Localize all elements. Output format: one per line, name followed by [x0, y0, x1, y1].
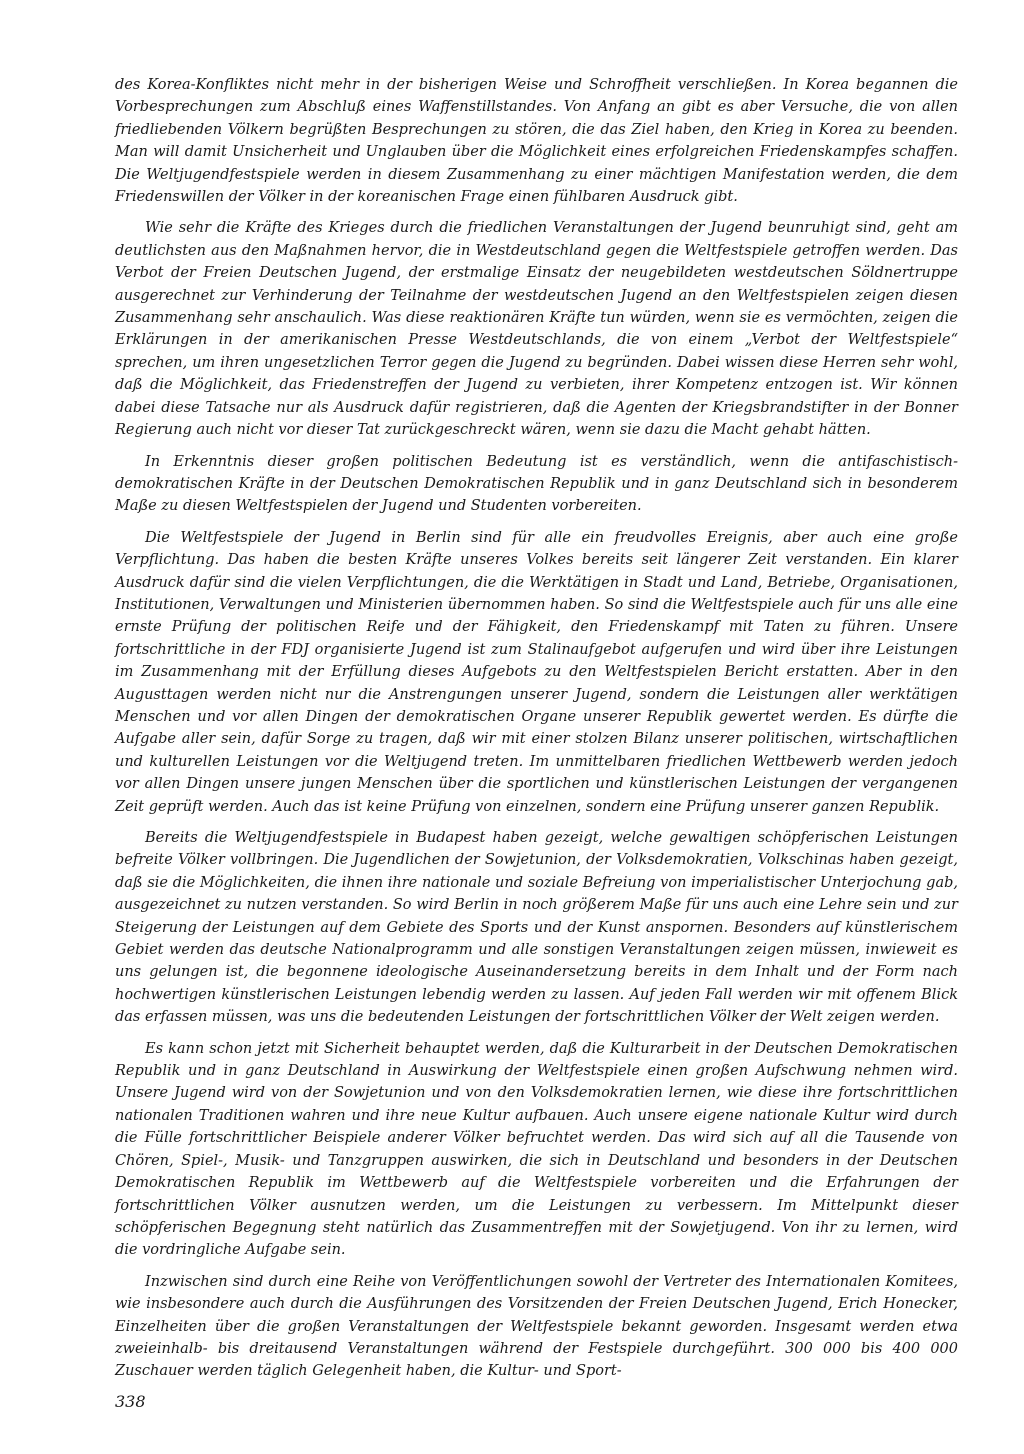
paragraph-budapest: Bereits die Weltjugendfestspiele in Budapest haben gezeigt, welche gewaltigen schöpferischen Leistungen befreite Völker vollbringen. Die Jugendlichen der Sowjetunion, der Volksdemokratien, Volkschinas haben gezeigt, daß sie die Möglichkeiten, die ihnen ihre nationale und soziale Befreiung von imperialistischer Unterjochung gab, ausgezeichnet zu nutzen verstanden. So wird Berlin in noch größerem Maße für uns auch eine Lehre sein und zur Steigerung der Leistungen auf dem Gebiete des Sports und der Kunst anspornen. Besonders auf künstlerischem Gebiet werden das deutsche Nationalprogramm und alle sonstigen Veranstaltungen zeigen müssen, inwieweit es uns gelungen ist, die begonnene ideologische Auseinandersetzung bereits in dem Inhalt und der Form nach hochwertigen künstlerischen Leistungen lebendig werden zu lassen. Auf jeden Fall werden wir mit offenem Blick das erfassen müssen, was uns die bedeutenden Leistungen der fortschrittlichen Völker der Welt zeigen werden. [115, 830, 958, 1026]
paragraph-kraefte-des-krieges: Wie sehr die Kräfte des Krieges durch die friedlichen Veranstaltungen der Jugend beunruhigt sind, geht am deutlichsten aus den Maßnahmen hervor, die in Westdeutschland gegen die Weltfestspiele getroffen werden. Das Verbot der Freien Deutschen Jugend, der erstmalige Einsatz der neugebildeten westdeutschen Söldnertruppe ausgerechnet zur Verhinderung der Teilnahme der westdeutschen Jugend an den Weltfestspielen zeigen diesen Zusammenhang sehr anschaulich. Was diese reaktionären Kräfte tun würden, wenn sie es vermöchten, zeigen die Erklärungen in der amerikanischen Presse Westdeutschlands, die von einem „Verbot der Weltfestspiele“ sprechen, um ihren ungesetzlichen Terror gegen die Jugend zu begründen. Dabei wissen diese Herren sehr wohl, daß die Möglichkeit, das Friedenstreffen der Jugend zu verbieten, ihrer Kompetenz entzogen ist. Wir können dabei diese Tatsache nur als Ausdruck dafür registrieren, daß die Agenten der Kriegsbrandstifter in der Bonner Regierung auch nicht vor dieser Tat zurückgeschreckt wären, wenn sie dazu die Macht gehabt hätten. [115, 220, 958, 439]
paragraph-korea: des Korea-Konfliktes nicht mehr in der bisherigen Weise und Schroffheit verschließen. In Korea begannen die Vorbesprechungen zum Abschluß eines Waffenstillstandes. Von Anfang an gibt es aber Versuche, die von allen friedliebenden Völkern begrüßten Besprechungen zu stören, die das Ziel haben, den Krieg in Korea zu beenden. Man will damit Unsicherheit und Unglauben über die Möglichkeit eines erfolgreichen Friedenskampfes schaffen. Die Weltjugendfestspiele werden in diesem Zusammenhang zu einer mächtigen Manifestation werden, die dem Friedenswillen der Völker in der koreanischen Frage einen fühlbaren Ausdruck gibt. [115, 77, 958, 206]
paragraph-erkenntnis: In Erkenntnis dieser großen politischen Bedeutung ist es verständlich, wenn die antifaschistisch-demokratischen Kräfte in der Deutschen Demokratischen Republik und in ganz Deutschland sich in besonderem Maße zu diesen Weltfestspielen der Jugend und Studenten vorbereiten. [115, 453, 958, 515]
paragraph-weltfestspiele-berlin: Die Weltfestspiele der Jugend in Berlin sind für alle ein freudvolles Ereignis, aber auch eine große Verpflichtung. Das haben die besten Kräfte unseres Volkes bereits seit längerer Zeit verstanden. Ein klarer Ausdruck dafür sind die vielen Verpflichtungen, die die Werktätigen in Stadt und Land, Betriebe, Organisationen, Institutionen, Verwaltungen und Ministerien übernommen haben. So sind die Weltfestspiele auch für uns alle eine ernste Prüfung der politischen Reife und der Fähigkeit, den Friedenskampf mit Taten zu führen. Unsere fortschrittliche in der FDJ organisierte Jugend ist zum Stalinaufgebot aufgerufen und wird über ihre Leistungen im Zusammenhang mit der Erfüllung dieses Aufgebots zu den Weltfestspielen Bericht erstatten. Aber in den Augusttagen werden nicht nur die Anstrengungen unserer Jugend, sondern die Leistungen aller werktätigen Menschen und vor allen Dingen der demokratischen Organe unserer Republik gewertet werden. Es dürfte die Aufgabe aller sein, dafür Sorge zu tragen, daß wir mit einer stolzen Bilanz unserer politischen, wirtschaftlichen und kulturellen Leistungen vor die Weltjugend treten. Im unmittelbaren friedlichen Wettbewerb werden jedoch vor allen Dingen unsere jungen Menschen über die sportlichen und künstlerischen Leistungen der vergangenen Zeit geprüft werden. Auch das ist keine Prüfung von einzelnen, sondern eine Prüfung unserer ganzen Republik. [115, 529, 958, 815]
paragraph-kulturarbeit: Es kann schon jetzt mit Sicherheit behauptet werden, daß die Kulturarbeit in der Deutschen Demokratischen Republik und in ganz Deutschland in Auswirkung der Weltfestspiele einen großen Aufschwung nehmen wird. Unsere Jugend wird von der Sowjetunion und von den Volksdemokratien lernen, wie diese ihre fortschrittlichen nationalen Traditionen wahren und ihre neue Kultur aufbauen. Auch unsere eigene nationale Kultur wird durch die Fülle fortschrittlicher Beispiele anderer Völker befruchtet werden. Das wird sich auf all die Tausende von Chören, Spiel-, Musik- und Tanzgruppen auswirken, die sich in Deutschland und besonders in der Deutschen Demokratischen Republik im Wettbewerb auf die Weltfestspiele vorbereiten und die Erfahrungen der fortschrittlichen Völker ausnutzen werden, um die Leistungen zu verbessern. Im Mittelpunkt dieser schöpferischen Begegnung steht natürlich das Zusammentreffen mit der Sowjetjugend. Von ihr zu lernen, wird die vordringliche Aufgabe sein. [115, 1040, 958, 1259]
page-number: 338 [115, 1392, 146, 1411]
document-page [115, 74, 958, 1404]
paragraph-veroeffentlichungen: Inzwischen sind durch eine Reihe von Veröffentlichungen sowohl der Vertreter des Internationalen Komitees, wie insbesondere auch durch die Ausführungen des Vorsitzenden der Freien Deutschen Jugend, Erich Honecker, Einzelheiten über die großen Veranstaltungen der Weltfestspiele bekannt geworden. Insgesamt werden etwa zweieinhalb- bis dreitausend Veranstaltungen während der Festspiele durchgeführt. 300 000 bis 400 000 Zuschauer werden täglich Gelegenheit haben, die Kultur- und Sport- [115, 1273, 958, 1380]
